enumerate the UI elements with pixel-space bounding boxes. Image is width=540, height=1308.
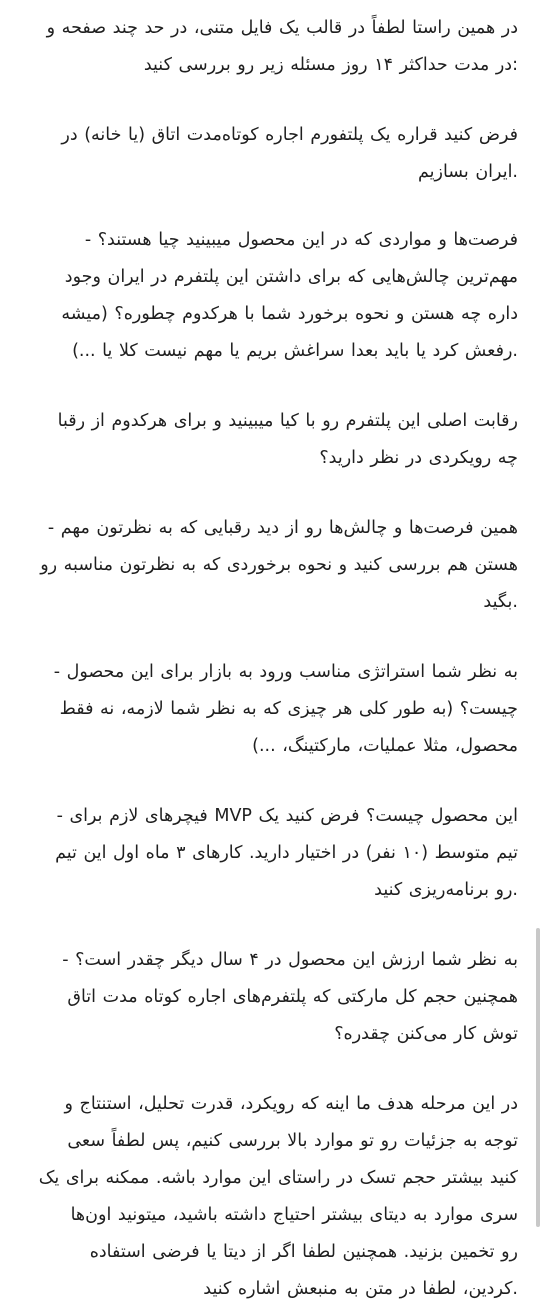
text-line: رو تخمین بزنید. همچنین لطفا اگر از دیتا یا فرضی استفاده: [89, 1242, 518, 1262]
paragraph-mvp: [22, 798, 518, 909]
text-line: این محصول چیست؟ فرض کنید یک MVP فیچرهای لازم برای -: [56, 806, 518, 826]
text-line: به نظر شما استراتژی مناسب ورود به بازار برای این محصول -: [53, 662, 518, 682]
paragraph-opportunities-challenges: [22, 222, 518, 370]
text-line: .ایران بسازیم: [417, 162, 518, 182]
text-line: .کردین، لطفا در متن به منبعش اشاره کنید: [203, 1279, 518, 1299]
paragraph-go-to-market: [22, 654, 518, 765]
text-line: رقابت اصلی این پلتفرم رو با کیا میبینید و برای هرکدوم از رقبا: [57, 411, 518, 431]
text-line: توجه به جزئیات رو تو موارد بالا بررسی کنیم، پس لطفاً سعی: [67, 1131, 518, 1151]
text-line: فرصت‌ها و مواردی که در این محصول میبینید چیا هستند؟ -: [84, 230, 518, 250]
text-line: چیست؟ (به طور کلی هر چیزی که به نظر شما لازمه، نه فقط: [59, 699, 518, 719]
paragraph-problem-statement: [22, 117, 518, 191]
text-line: محصول، مثلا عملیات، مارکتینگ، ...): [252, 736, 518, 756]
text-line: سری موارد به دیتای بیشتر احتیاج داشته باشید، میتونید اون‌ها: [70, 1205, 518, 1225]
scrollbar[interactable]: [536, 928, 540, 1227]
text-line: فرض کنید قراره یک پلتفورم اجاره کوتاه‌مدت اتاق (یا خانه) در: [61, 125, 518, 145]
text-line: .رفعش کرد یا باید بعدا سراغش بریم یا مهم نیست کلا یا ...): [72, 341, 518, 361]
text-line: در همین راستا لطفاً در قالب یک فایل متنی، در حد چند صفحه و: [46, 18, 518, 38]
text-line: :در مدت حداکثر ۱۴ روز مسئله زیر رو بررسی کنید: [143, 55, 518, 75]
text-line: توش کار می‌کنن چقدره؟: [334, 1024, 518, 1044]
text-line: کنید بیشتر حجم تسک در راستای این موارد باشه. ممکنه برای یک: [38, 1168, 518, 1188]
text-line: به نظر شما ارزش این محصول در ۴ سال دیگر چقدر است؟ -: [62, 950, 518, 970]
paragraph-market-value: [22, 942, 518, 1053]
text-line: داره چه هستن و نحوه برخورد شما با هرکدوم چطوره؟ (میشه: [61, 304, 518, 324]
paragraph-competition: [22, 403, 518, 477]
text-line: .رو برنامه‌ریزی کنید: [374, 880, 518, 900]
paragraph-closing-notes: [22, 1086, 518, 1308]
text-line: همین فرصت‌ها و چالش‌ها رو از دید رقبایی که به نظرتون مهم -: [47, 518, 518, 538]
text-line: مهم‌ترین چالش‌هایی که برای داشتن این پلتفرم در ایران وجود: [64, 267, 518, 287]
text-line: در این مرحله هدف ما اینه که رویکرد، قدرت تحلیل، استنتاج و: [64, 1094, 518, 1114]
text-line: چه رویکردی در نظر دارید؟: [319, 448, 518, 468]
text-line: همچنین حجم کل مارکتی که پلتفرم‌های اجاره کوتاه مدت اتاق: [67, 987, 518, 1007]
text-line: .بگید: [483, 592, 518, 612]
text-line: تیم متوسط (۱۰ نفر) در اختیار دارید. کارهای ۳ ماه اول این تیم: [55, 843, 518, 863]
paragraph-intro: [22, 10, 518, 84]
paragraph-competitor-view: [22, 510, 518, 621]
text-line: هستن هم بررسی کنید و نحوه برخوردی که به نظرتون مناسبه رو: [40, 555, 518, 575]
